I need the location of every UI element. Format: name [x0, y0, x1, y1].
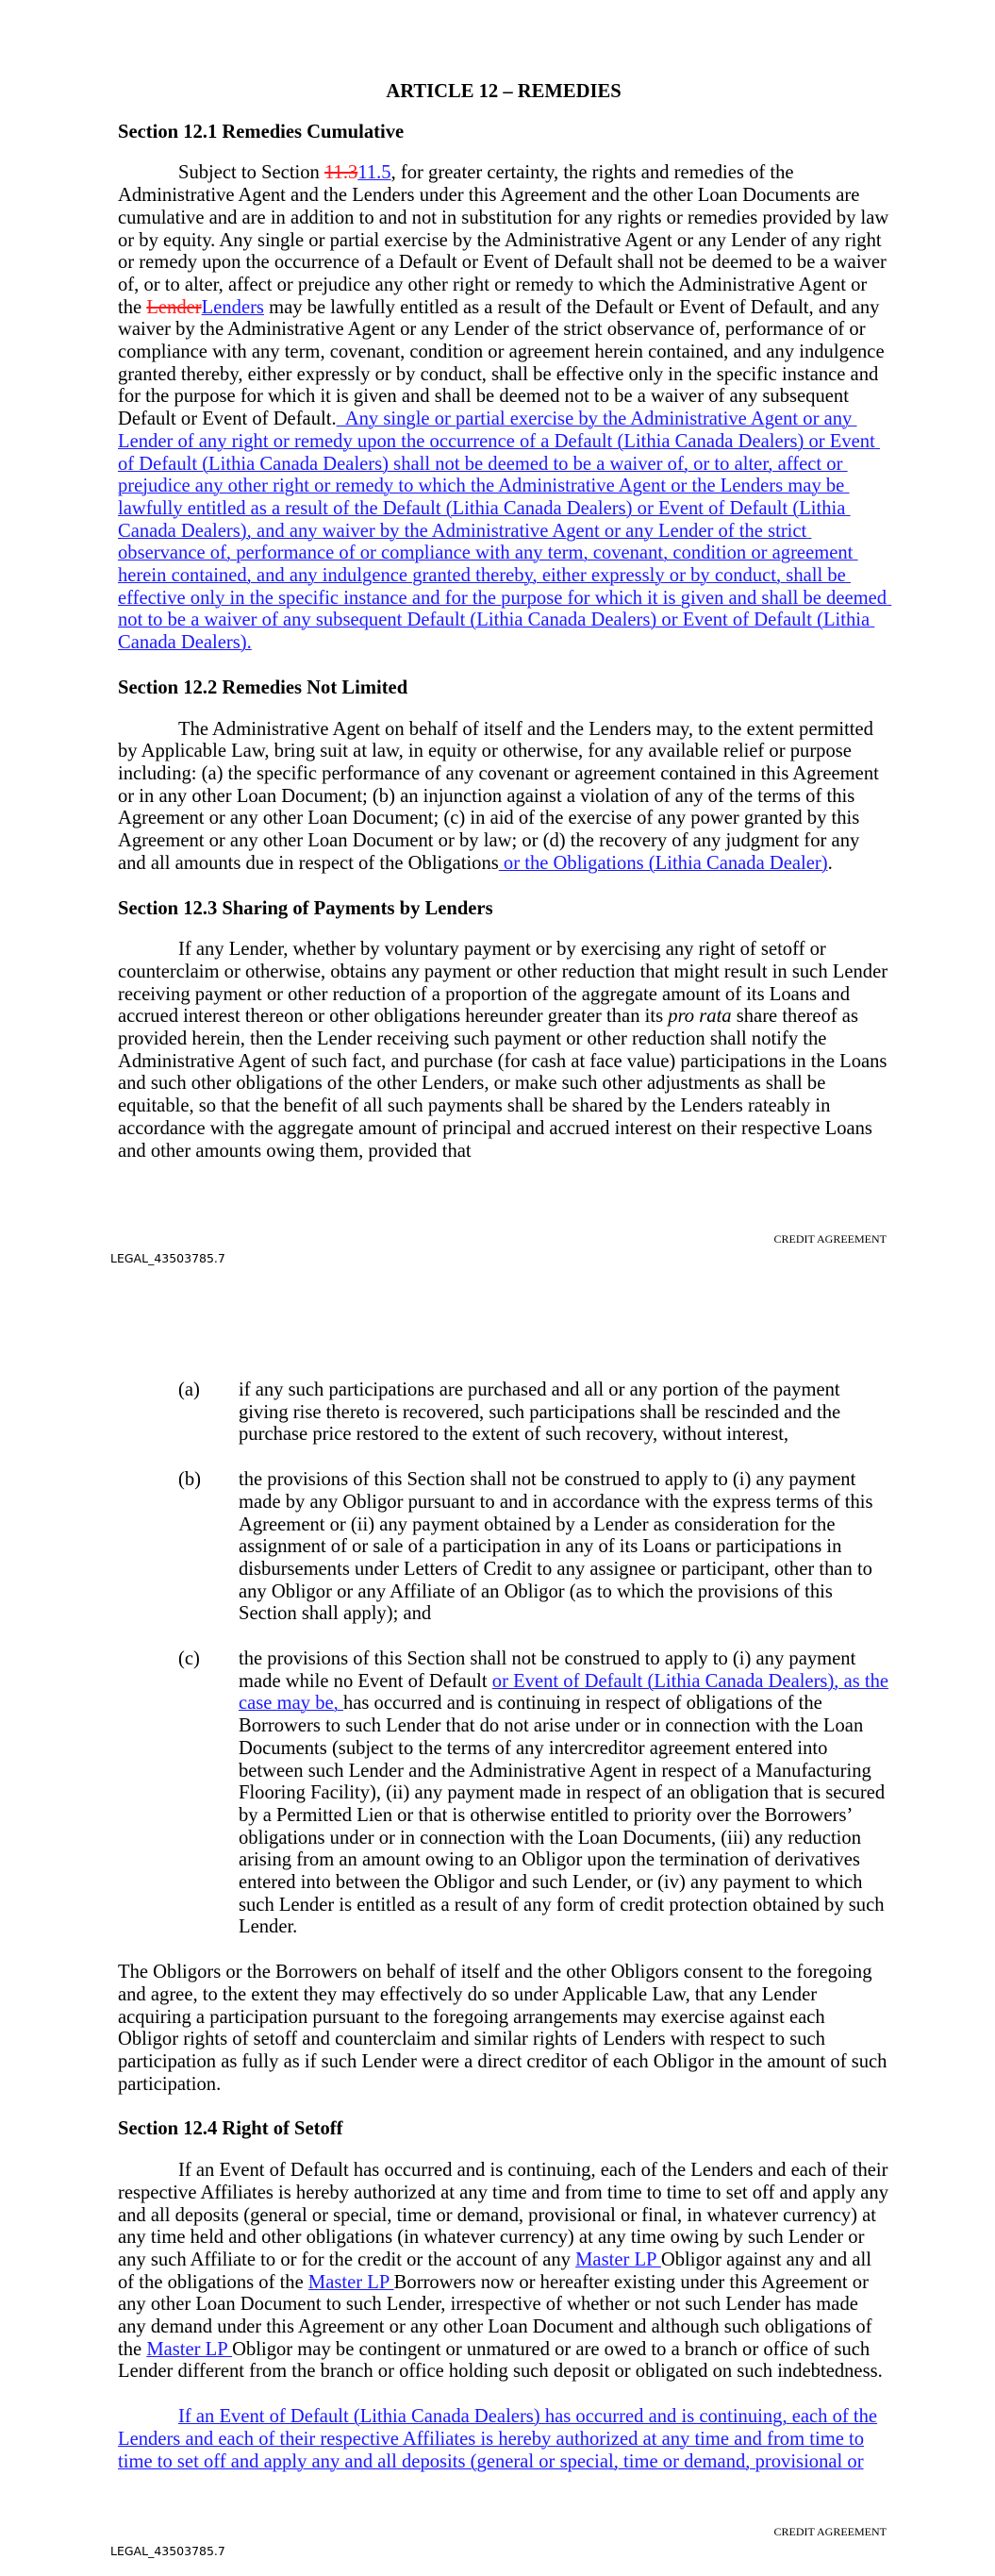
text: share thereof as provided herein, then the Lender receiving such payment or other reduction shall notify the Administrative Agent of such fact, and purchase (for cash at face value) participations in the Loans and such other obligations of the other Lenders, or make such other adjustments as shall be equitable, so that the benefit of all such payments shall be shared by the Lenders rateably in accordance with the aggregate amount of principal and accrued interest on their respective Loans and other amounts owing them, provided that: [118, 1006, 887, 1162]
item-text: the provisions of this Section shall not be construed to apply to (i) any payment made by any Obligor pursuant to and in accordance with the express terms of this Agreement or (ii) any payment obtained by a Lender as consideration for the assignment of or sale of a participation in any of its Loans or participations in disbursements under Letters of Credit to any assignee or participant, other than to any Obligor or any Affiliate of an Obligor (as to which the provisions of this Section shall apply); and: [239, 1469, 873, 1625]
inserted-text: Master LP: [575, 2249, 661, 2270]
text: Obligor may be contingent or unmatured or are owed to a branch or office of such Lender different from the branch or office holding such deposit or obligated on such indebtedness.: [118, 2338, 883, 2383]
italic-text: pro rata: [668, 1006, 732, 1028]
item-label: (c): [178, 1648, 200, 1670]
text: , for greater certainty, the rights and remedies of the Administrative Agent and the Lenders under this Agreement and the other Loan Documents are cumulative and are in addition to and not in substitution for any rights or remedies provided by law or by equity. Any single or partial exercise by the Administrative Agent or any Lender of any right or remedy upon the occurrence of a Default or Event of Default shall not be deemed to be a waiver of, or to alter, affect or prejudice any other right or remedy to which the Administrative Agent or the: [118, 162, 889, 318]
section-12-3-closing-paragraph: The Obligors or the Borrowers on behalf of itself and the other Obligors consent to the foregoing and agree, to the extent they may effectively do so under Applicable Law, that any Lender acquiring a participation pursuant to the foregoing arrangements may exercise against each Obligor rights of setoff and counterclaim and similar rights of Lenders with respect to such participation as fully as if such Lender were a direct creditor of each Obligor in the amount of such participation.: [118, 1962, 887, 2095]
inserted-text: If an Event of Default (Lithia Canada Dealers) has occurred and is continuing, each of the Lenders and each of their respective Affiliates is hereby authorized at any time and from time to time to set off and apply any and all deposits (general or special, time or demand, provisional or: [118, 2406, 878, 2472]
section-12-4-paragraph: [118, 2160, 889, 2384]
text: Obligor against any and all of the obligations of the: [118, 2249, 871, 2293]
item-label: (a): [178, 1380, 200, 1400]
section-12-1-paragraph: [118, 162, 892, 654]
item-label: (b): [178, 1469, 202, 1491]
list-item-c: [178, 1648, 889, 1939]
section-12-2-heading: Section 12.2 Remedies Not Limited: [118, 677, 408, 698]
text: the provisions of this Section shall not be construed to apply to (i) any payment made while no Event of Default: [239, 1648, 856, 1692]
inserted-text: or Event of Default (Lithia Canada Dealers), as the case may be,: [239, 1670, 889, 1715]
footer-document-id: LEGAL_43503785.7: [110, 2544, 225, 2558]
text: Subject to Section: [178, 162, 325, 184]
inserted-text: Master LP: [307, 2271, 394, 2293]
text: has occurred and is continuing in respect of obligations of the Borrowers to such Lender that do not arise under or in connection with the Loan Documents (subject to the terms of any intercreditor agreement entered into between such Lender and the Administrative Agent in respect of a Manufacturing Flooring Facility), (ii) any payment made in respect of an obligation that is secured by a Permitted Lien or that is otherwise entitled to priority over the Borrowers’ obligations under or in connection with the Loan Documents, (iii) any reduction arising from an amount owing to an Obligor upon the termination of derivatives entered into between the Obligor and such Lender, or (iv) any payment to which such Lender is entitled as a result of any form of credit protection obtained by such Lender.: [239, 1693, 886, 1938]
text: Borrowers now or hereafter existing under this Agreement or any other Loan Document to such Lender, irrespective of whether or not such Lender has made any demand under this Agreement or any other Loan Document and although such obligations of the: [118, 2271, 872, 2360]
section-12-1-heading: Section 12.1 Remedies Cumulative: [118, 121, 405, 142]
text: If any Lender, whether by voluntary payment or by exercising any right of setoff or counterclaim or otherwise, obtains any payment or other reduction that might result in such Lender receiving payment or other reduction of a proportion of the aggregate amount of its Loans and accrued interest thereon or other obligations hereunder greater than its: [118, 939, 888, 1028]
page-1-content: [118, 81, 892, 1185]
footer-document-title: CREDIT AGREEMENT: [773, 1232, 887, 1246]
section-12-3-heading: Section 12.3 Sharing of Payments by Lenders: [118, 897, 493, 919]
section-12-2-paragraph: [118, 719, 889, 876]
footer-document-title: CREDIT AGREEMENT: [773, 2525, 887, 2538]
inserted-text: Lenders: [201, 296, 264, 318]
list-item-a: [178, 1380, 889, 1447]
inserted-text: Any single or partial exercise by the Administrative Agent or any Lender of any right or remedy upon the occurrence of a Default (Lithia Canada Dealers) or Event of Default (Lithia Canada Dealers) shall not be deemed to be a waiver of, or to alter, affect or prejudice any other right or remedy to which the Administrative Agent or the Lenders may be lawfully entitled as a result of the Default (Lithia Canada Dealers) or Event of Default (Lithia Canada Dealers), and any waiver by the Administrative Agent or any Lender of the strict observance of, performance of or compliance with any term, covenant, condition or agreement herein contained, and any indulgence granted thereby, either expressly or by conduct, shall be effective only in the specific instance and for the purpose for which it is given and shall be deemed not to be a waiver of any subsequent Default (Lithia Canada Dealers) or Event of Default (Lithia Canada Dealers).: [118, 409, 892, 654]
text: .: [827, 852, 833, 874]
section-12-4-heading: Section 12.4 Right of Setoff: [118, 2118, 343, 2140]
section-12-4-inserted-paragraph: [118, 2406, 889, 2473]
article-title: ARTICLE 12 – REMEDIES: [386, 81, 622, 102]
item-text: if any such participations are purchased and all or any portion of the payment giving rise thereto is recovered, such participations shall be rescinded and the purchase price restored to the extent of such recovery, without interest,: [239, 1380, 841, 1446]
inserted-text: 11.5: [357, 162, 391, 184]
page-2-content: [118, 1380, 889, 2496]
section-12-3-paragraph: [118, 939, 889, 1163]
text: If an Event of Default has occurred and is continuing, each of the Lenders and each of their respective Affiliates is hereby authorized at any time and from time to time to set off and apply any and all deposits (general or special, time or demand, provisional or final, in whatever currency) at any time held and other obligations (in whatever currency) at any time owing by such Lender or any such Affiliate to or for the credit or the account of any: [118, 2160, 889, 2270]
inserted-text: Master LP: [146, 2338, 233, 2360]
inserted-text: or the Obligations (Lithia Canada Dealer): [498, 852, 828, 874]
deleted-text: Lender: [146, 296, 202, 318]
text: may be lawfully entitled as a result of the Default or Event of Default, and any waiver by the Administrative Agent or any Lender of the strict observance of, performance of or compliance with any term, covenant, condition or agreement herein contained, and any indulgence granted thereby, either expressly or by conduct, shall be effective only in the specific instance and for the purpose for which it is given and shall be deemed not to be a waiver of any subsequent Default or Event of Default.: [118, 296, 885, 430]
list-item-b: [178, 1469, 889, 1626]
text: The Administrative Agent on behalf of itself and the Lenders may, to the extent permitted by Applicable Law, bring suit at law, in equity or otherwise, for any available relief or purpose including: (a) the specific performance of any covenant or agreement contained in this Agreement or in any other Loan Document; (b) an injunction against a violation of any of the terms of this Agreement or any other Loan Document; (c) in aid of the exercise of any power granted by this Agreement or any other Loan Document or by law; or (d) the recovery of any judgment for any and all amounts due in respect of the Obligations: [118, 718, 879, 874]
footer-document-id: LEGAL_43503785.7: [110, 1251, 225, 1265]
deleted-text: 11.3: [324, 162, 358, 184]
page-2: [0, 1288, 995, 2576]
item-text: [239, 1648, 889, 1939]
